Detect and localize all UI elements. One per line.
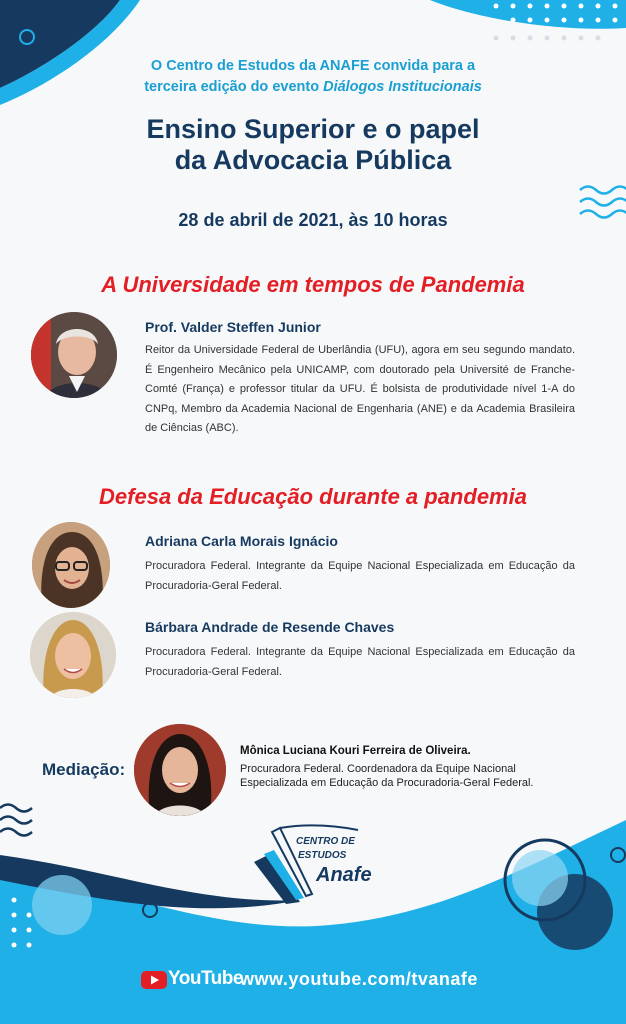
centro-de-estudos-logo	[246, 822, 396, 908]
speaker-photo-adriana	[32, 522, 110, 608]
invitation-line-2	[0, 77, 626, 98]
invitation-text	[0, 56, 626, 98]
invitation-line-1: O Centro de Estudos da ANAFE convida para a	[150, 58, 476, 74]
mediator-photo	[134, 724, 226, 816]
speaker-name-barbara: Bárbara Andrade de Resende Chaves	[145, 619, 395, 635]
speaker-name-valder: Prof. Valder Steffen Junior	[145, 319, 321, 335]
logo-brand: Anafe	[316, 864, 372, 886]
event-title	[0, 114, 626, 176]
section-2-title: Defesa da Educação durante a pandemia	[99, 484, 527, 509]
event-name: Diálogos Institucionais	[323, 79, 482, 95]
speaker-photo-valder	[31, 312, 117, 398]
portrait-woman-blonde-icon	[30, 612, 116, 698]
bubble-light-icon	[512, 850, 568, 906]
title-line-2: da Advocacia Pública	[174, 145, 452, 175]
youtube-play-icon[interactable]	[141, 971, 167, 994]
logo-line-1: CENTRO DE	[296, 836, 355, 847]
mediator-bio: Procuradora Federal. Coordenadora da Equipe Nacional Especializada em Educação da Procuradoria-Geral Federal.	[240, 763, 534, 789]
mediator-name: Mônica Luciana Kouri Ferreira de Oliveira.	[240, 745, 471, 757]
portrait-woman-glasses-icon	[32, 522, 110, 608]
mediation-label: Mediação:	[42, 760, 126, 779]
speaker-bio-barbara: Procuradora Federal. Integrante da Equipe Nacional Especializada em Educação da Procuradoria-Geral Federal.	[145, 646, 575, 678]
youtube-label[interactable]: YouTube	[168, 968, 243, 989]
event-date: 28 de abril de 2021, às 10 horas	[178, 210, 448, 230]
speaker-bio-valder: Reitor da Universidade Federal de Uberlândia (UFU), agora em seu segundo mandato. É Engenheiro Mecânico pela UNICAMP, com doutorado pela Université de Franche-Comté (França) e professor titular da UFU. É bolsista de produtividade nível 1-A do CNPq, Membro da Academia Nacional de Engenharia (ANE) e da Academia Brasileira de Ciências (ABC).	[145, 344, 575, 434]
youtube-url[interactable]: www.youtube.com/tvanafe	[240, 969, 478, 989]
speaker-photo-barbara	[30, 612, 116, 698]
bubble-striped-icon	[32, 875, 92, 935]
invitation-prefix: terceira edição do evento	[144, 79, 324, 95]
portrait-man-icon	[31, 312, 117, 398]
portrait-woman-dark-hair-icon	[134, 724, 226, 816]
wave-pattern-left-icon	[0, 805, 32, 836]
logo-line-2: ESTUDOS	[298, 850, 347, 861]
section-1-title: A Universidade em tempos de Pandemia	[101, 272, 525, 297]
faint-dot-grid-icon	[494, 36, 601, 41]
speaker-name-adriana: Adriana Carla Morais Ignácio	[145, 533, 338, 549]
title-line-1: Ensino Superior e o papel	[146, 114, 480, 144]
speaker-bio-adriana: Procuradora Federal. Integrante da Equipe Nacional Especializada em Educação da Procuradoria-Geral Federal.	[145, 560, 575, 592]
